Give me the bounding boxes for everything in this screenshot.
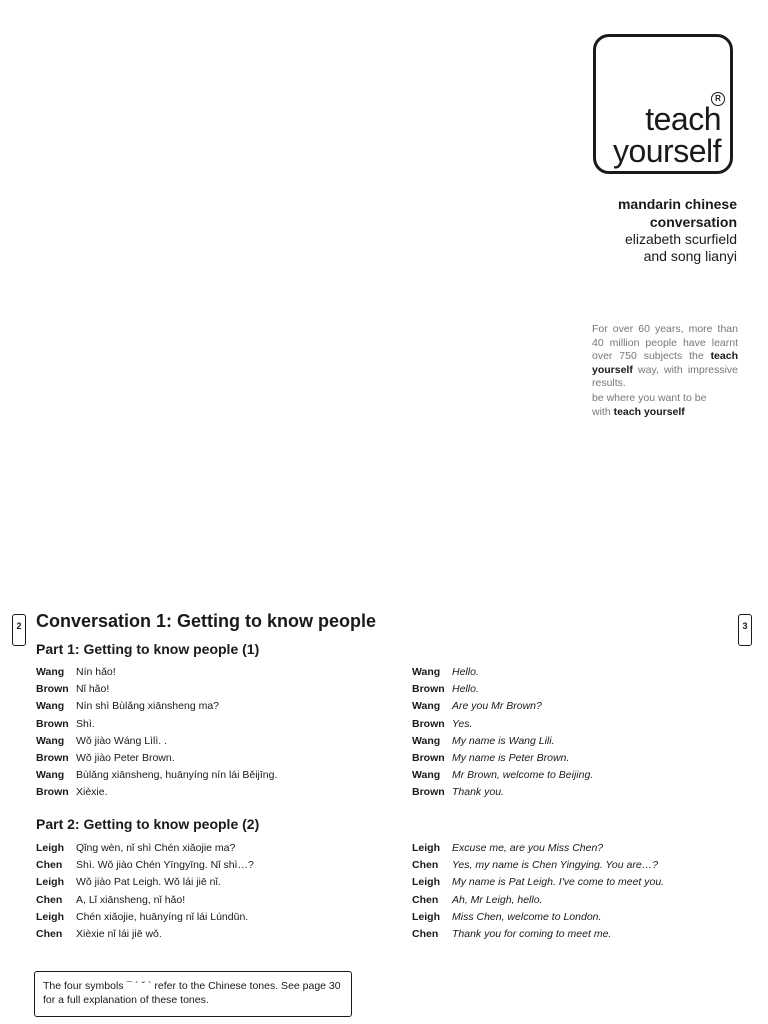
speaker-name: Leigh <box>412 842 440 854</box>
dialogue-line: Miss Chen, welcome to London. <box>452 910 602 923</box>
book-author-line-2: and song lianyi <box>643 248 737 264</box>
speaker-name: Wang <box>412 769 441 782</box>
book-title-line-1: mandarin chinese <box>617 196 737 212</box>
speaker-name: Wang <box>412 734 441 747</box>
dialogue-line: A, Lǐ xiānsheng, nǐ hǎo! <box>76 893 186 906</box>
book-title-block <box>437 195 737 265</box>
dialogue-line: Wǒ jiào Peter Brown. <box>76 751 175 764</box>
tone-note-box: The four symbols ¯ ´ ˇ ` refer to the Chinese tones. See page 30 for a full explanation of these tones. <box>34 971 352 1017</box>
dialogue-row <box>412 733 593 750</box>
part-1-english-dialogue <box>412 664 593 802</box>
registered-mark-icon: R <box>711 92 725 106</box>
dialogue-line: Wǒ jiào Pat Leigh. Wǒ lái jiē nǐ. <box>76 876 221 889</box>
dialogue-line: Nín hǎo! <box>76 666 116 678</box>
dialogue-line: My name is Pat Leigh. I've come to meet you. <box>452 876 665 889</box>
dialogue-row <box>412 767 593 784</box>
dialogue-line: Ah, Mr Leigh, hello. <box>452 893 543 906</box>
dialogue-row <box>36 716 277 733</box>
dialogue-row <box>412 681 593 698</box>
slogan-line-1: be where you want to be <box>592 392 707 404</box>
dialogue-row <box>36 784 277 801</box>
speaker-name: Brown <box>36 683 69 696</box>
dialogue-line: Shì. Wǒ jiào Chén Yīngyīng. Nǐ shì…? <box>76 859 254 872</box>
speaker-name: Chen <box>412 859 439 872</box>
speaker-name: Leigh <box>412 910 440 923</box>
dialogue-row <box>412 716 593 733</box>
dialogue-line: Yes, my name is Chen Yingying. You are…? <box>452 859 659 872</box>
dialogue-line: My name is Peter Brown. <box>452 751 570 764</box>
speaker-name: Leigh <box>412 876 440 889</box>
part-1-chinese-dialogue <box>36 664 277 802</box>
dialogue-line: Xièxie. <box>76 786 108 799</box>
dialogue-row <box>412 909 664 926</box>
dialogue-line: Nín shì Bùlǎng xiānsheng ma? <box>76 700 220 713</box>
dialogue-row <box>36 857 254 874</box>
dialogue-row <box>36 681 277 698</box>
conversation-title: Conversation 1: Getting to know people <box>36 611 377 631</box>
dialogue-line: Mr Brown, welcome to Beijing. <box>452 769 594 782</box>
dialogue-row <box>412 664 593 681</box>
speaker-name: Wang <box>36 700 65 713</box>
speaker-name: Brown <box>36 717 69 730</box>
speaker-name: Wang <box>412 666 441 678</box>
speaker-name: Leigh <box>36 910 64 923</box>
page-number-right: 3 <box>738 614 752 646</box>
dialogue-row <box>36 733 277 750</box>
teach-yourself-logo <box>593 34 733 174</box>
dialogue-line: Qǐng wèn, nǐ shì Chén xiǎojie ma? <box>76 842 236 854</box>
logo-text <box>613 103 721 167</box>
speaker-name: Leigh <box>36 876 64 889</box>
part-1-title: Part 1: Getting to know people (1) <box>36 641 260 657</box>
part-2-title: Part 2: Getting to know people (2) <box>36 816 260 832</box>
dialogue-row <box>412 926 664 943</box>
speaker-name: Wang <box>36 734 65 747</box>
dialogue-line: Chén xiǎojie, huānyíng nǐ lái Lúndūn. <box>76 910 249 923</box>
speaker-name: Brown <box>36 751 69 764</box>
dialogue-line: Shì. <box>76 717 95 730</box>
logo-line-2: yourself <box>612 133 721 169</box>
speaker-name: Chen <box>412 927 439 940</box>
part-2-english-dialogue <box>412 840 664 943</box>
speaker-name: Chen <box>36 927 63 940</box>
blurb-paragraph <box>592 323 738 391</box>
part-2-chinese-dialogue <box>36 840 254 943</box>
slogan-line-2: with <box>592 405 614 418</box>
dialogue-line: My name is Wang Lili. <box>452 734 555 747</box>
speaker-name: Brown <box>36 786 69 799</box>
dialogue-row <box>36 840 254 857</box>
dialogue-row <box>36 926 254 943</box>
speaker-name: Brown <box>412 786 445 799</box>
slogan-brand: teach yourself <box>613 405 685 418</box>
page-number-left: 2 <box>12 614 26 646</box>
dialogue-row <box>412 857 664 874</box>
speaker-name: Brown <box>412 751 445 764</box>
dialogue-line: Hello. <box>452 666 479 678</box>
speaker-name: Brown <box>412 683 445 696</box>
dialogue-row <box>412 784 593 801</box>
dialogue-line: Hello. <box>452 683 479 696</box>
dialogue-line: Yes. <box>452 717 473 730</box>
dialogue-line: Wǒ jiào Wáng Lìlì. . <box>76 734 168 747</box>
speaker-name: Chen <box>36 859 63 872</box>
dialogue-line: Xièxie nǐ lái jiē wǒ. <box>76 927 162 940</box>
dialogue-row <box>36 750 277 767</box>
dialogue-row <box>412 750 593 767</box>
dialogue-row <box>36 909 254 926</box>
speaker-name: Wang <box>36 769 65 782</box>
dialogue-row <box>36 698 277 715</box>
dialogue-row <box>412 892 664 909</box>
dialogue-line: Are you Mr Brown? <box>452 700 542 713</box>
blurb-text-end: way, with impressive results. <box>592 363 738 389</box>
speaker-name: Wang <box>412 700 441 713</box>
dialogue-line: Thank you for coming to meet me. <box>452 927 612 940</box>
speaker-name: Chen <box>412 893 439 906</box>
book-author-line-1: elizabeth scurfield <box>624 231 737 247</box>
speaker-name: Chen <box>36 893 63 906</box>
slogan <box>592 392 752 419</box>
dialogue-row <box>36 874 254 891</box>
dialogue-row <box>36 664 277 681</box>
dialogue-row <box>36 892 254 909</box>
dialogue-row <box>36 767 277 784</box>
blurb-brand: teach yourself <box>592 350 738 376</box>
dialogue-row <box>412 874 664 891</box>
dialogue-row <box>412 698 593 715</box>
dialogue-line: Excuse me, are you Miss Chen? <box>452 842 604 854</box>
speaker-name: Wang <box>36 666 65 678</box>
book-title-line-2: conversation <box>649 214 737 230</box>
logo-line-1: teach <box>645 101 721 137</box>
dialogue-line: Nǐ hǎo! <box>76 683 110 696</box>
dialogue-line: Bùlǎng xiānsheng, huānyíng nín lái Běijīng. <box>76 769 278 782</box>
speaker-name: Leigh <box>36 842 64 854</box>
dialogue-line: Thank you. <box>452 786 504 799</box>
speaker-name: Brown <box>412 717 445 730</box>
dialogue-row <box>412 840 664 857</box>
blurb-text-start: For over 60 years, more than 40 million people have learnt over 750 subjects the <box>592 323 738 362</box>
